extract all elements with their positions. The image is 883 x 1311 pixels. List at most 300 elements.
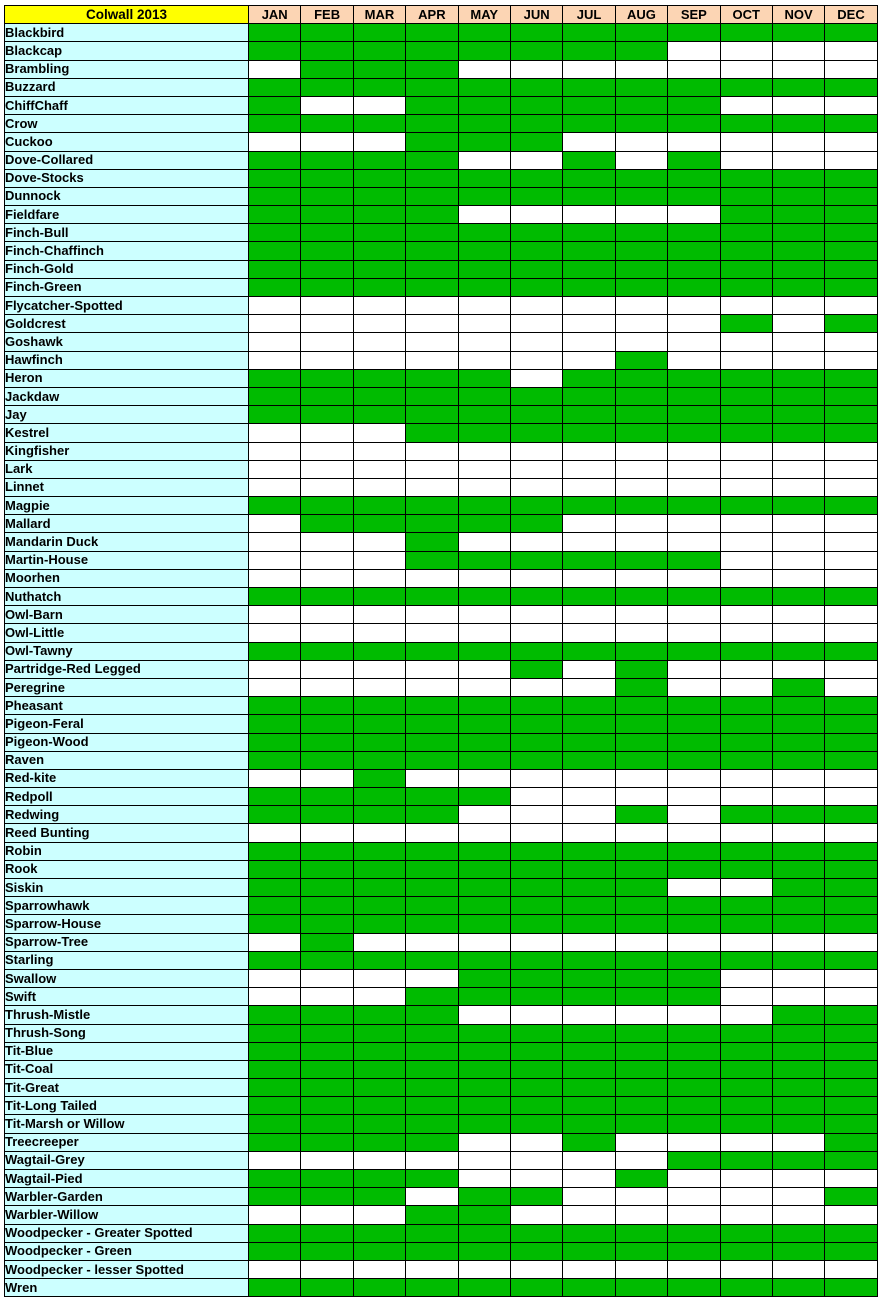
sighting-cell-seen (301, 369, 353, 387)
bird-name: Partridge-Red Legged (5, 660, 249, 678)
sighting-cell-empty (510, 315, 562, 333)
sighting-cell-seen (458, 515, 510, 533)
sighting-cell-seen (406, 751, 458, 769)
sighting-cell-seen (563, 897, 615, 915)
sighting-cell-seen (458, 187, 510, 205)
sighting-cell-seen (353, 169, 405, 187)
sighting-cell-empty (249, 606, 301, 624)
sighting-cell-seen (772, 678, 824, 696)
sighting-cell-seen (510, 879, 562, 897)
sighting-cell-seen (825, 1224, 877, 1242)
sighting-cell-seen (353, 860, 405, 878)
sighting-cell-empty (668, 879, 720, 897)
sighting-cell-seen (772, 169, 824, 187)
sighting-cell-empty (668, 606, 720, 624)
sighting-cell-seen (510, 1079, 562, 1097)
sighting-cell-empty (825, 42, 877, 60)
sighting-cell-empty (406, 333, 458, 351)
sighting-cell-seen (668, 260, 720, 278)
sighting-cell-seen (668, 860, 720, 878)
sighting-cell-empty (249, 551, 301, 569)
sighting-cell-seen (720, 387, 772, 405)
sighting-cell-seen (249, 697, 301, 715)
bird-name: Owl-Little (5, 624, 249, 642)
sighting-cell-seen (458, 897, 510, 915)
sighting-cell-seen (301, 915, 353, 933)
month-header-may: MAY (458, 6, 510, 24)
sighting-cell-seen (301, 842, 353, 860)
sighting-cell-seen (458, 42, 510, 60)
sighting-cell-seen (353, 733, 405, 751)
sighting-cell-empty (406, 1151, 458, 1169)
sighting-cell-empty (615, 442, 667, 460)
sighting-cell-seen (353, 588, 405, 606)
month-header-feb: FEB (301, 6, 353, 24)
sighting-cell-seen (353, 842, 405, 860)
sighting-cell-seen (772, 24, 824, 42)
sighting-cell-empty (406, 442, 458, 460)
sighting-cell-empty (301, 624, 353, 642)
bird-name: Warbler-Garden (5, 1188, 249, 1206)
sighting-cell-seen (249, 1279, 301, 1297)
sighting-cell-seen (825, 369, 877, 387)
sighting-cell-seen (825, 497, 877, 515)
sighting-cell-seen (510, 78, 562, 96)
bird-row (5, 478, 878, 496)
sighting-cell-empty (301, 460, 353, 478)
sighting-cell-seen (406, 642, 458, 660)
sighting-cell-seen (720, 1024, 772, 1042)
sighting-cell-empty (563, 606, 615, 624)
sighting-cell-seen (458, 1060, 510, 1078)
sighting-cell-seen (615, 969, 667, 987)
sighting-cell-seen (510, 115, 562, 133)
bird-rows (5, 24, 878, 1297)
sighting-cell-empty (353, 1206, 405, 1224)
sighting-cell-seen (668, 369, 720, 387)
sighting-cell-empty (563, 678, 615, 696)
sighting-cell-empty (825, 660, 877, 678)
sighting-cell-empty (615, 515, 667, 533)
sighting-cell-seen (615, 387, 667, 405)
sighting-cell-empty (563, 933, 615, 951)
sighting-cell-seen (249, 497, 301, 515)
sighting-cell-empty (668, 824, 720, 842)
sighting-cell-empty (249, 60, 301, 78)
sighting-cell-seen (353, 369, 405, 387)
sighting-cell-seen (458, 969, 510, 987)
sighting-cell-empty (720, 533, 772, 551)
sighting-cell-empty (406, 606, 458, 624)
bird-row (5, 1242, 878, 1260)
sighting-cell-seen (615, 242, 667, 260)
sighting-cell-seen (563, 497, 615, 515)
sighting-cell-empty (720, 569, 772, 587)
sighting-cell-empty (720, 460, 772, 478)
sighting-cell-seen (249, 1097, 301, 1115)
sighting-cell-seen (563, 387, 615, 405)
sighting-cell-empty (249, 478, 301, 496)
sighting-cell-empty (510, 1151, 562, 1169)
sighting-cell-seen (563, 715, 615, 733)
sighting-cell-empty (353, 660, 405, 678)
sighting-cell-seen (406, 551, 458, 569)
sighting-cell-empty (615, 788, 667, 806)
sighting-cell-empty (720, 1188, 772, 1206)
sighting-cell-seen (772, 242, 824, 260)
bird-row (5, 842, 878, 860)
sighting-cell-seen (301, 260, 353, 278)
sighting-cell-seen (825, 642, 877, 660)
sighting-cell-empty (772, 351, 824, 369)
sighting-cell-empty (825, 515, 877, 533)
sighting-cell-seen (406, 78, 458, 96)
bird-sightings-table (4, 5, 878, 1297)
sighting-cell-seen (563, 842, 615, 860)
sighting-cell-empty (249, 769, 301, 787)
sighting-cell-seen (249, 642, 301, 660)
bird-row (5, 133, 878, 151)
sighting-cell-seen (772, 951, 824, 969)
sighting-cell-empty (772, 478, 824, 496)
sighting-cell-empty (458, 606, 510, 624)
bird-row (5, 897, 878, 915)
sighting-cell-seen (615, 278, 667, 296)
sighting-cell-empty (720, 769, 772, 787)
sighting-cell-seen (772, 697, 824, 715)
sighting-cell-seen (301, 1133, 353, 1151)
sighting-cell-empty (720, 515, 772, 533)
sighting-cell-seen (458, 169, 510, 187)
bird-name: Mallard (5, 515, 249, 533)
sighting-cell-empty (510, 788, 562, 806)
sighting-cell-empty (406, 678, 458, 696)
sighting-cell-seen (615, 879, 667, 897)
sighting-cell-empty (720, 551, 772, 569)
bird-row (5, 24, 878, 42)
sighting-cell-empty (301, 1206, 353, 1224)
bird-row (5, 1260, 878, 1278)
sighting-cell-seen (720, 642, 772, 660)
sighting-cell-empty (458, 333, 510, 351)
sighting-cell-seen (563, 151, 615, 169)
sighting-cell-empty (825, 96, 877, 114)
bird-row (5, 315, 878, 333)
sighting-cell-seen (458, 788, 510, 806)
sighting-cell-seen (510, 969, 562, 987)
sighting-cell-seen (249, 879, 301, 897)
sighting-cell-seen (668, 951, 720, 969)
bird-row (5, 169, 878, 187)
sighting-cell-seen (353, 78, 405, 96)
sighting-cell-seen (615, 1242, 667, 1260)
sighting-cell-seen (249, 588, 301, 606)
sighting-cell-seen (353, 1024, 405, 1042)
bird-name: Tit-Long Tailed (5, 1097, 249, 1115)
bird-name: Swift (5, 988, 249, 1006)
bird-row (5, 1097, 878, 1115)
sighting-cell-empty (825, 1260, 877, 1278)
sighting-cell-empty (772, 933, 824, 951)
sighting-cell-seen (720, 169, 772, 187)
sighting-cell-seen (563, 78, 615, 96)
sighting-cell-empty (615, 1188, 667, 1206)
sighting-cell-seen (301, 733, 353, 751)
sighting-cell-seen (353, 769, 405, 787)
sighting-cell-seen (668, 187, 720, 205)
sighting-cell-empty (458, 460, 510, 478)
bird-name: Wagtail-Grey (5, 1151, 249, 1169)
sighting-cell-seen (510, 1024, 562, 1042)
bird-name: Mandarin Duck (5, 533, 249, 551)
bird-row (5, 642, 878, 660)
sighting-cell-empty (720, 442, 772, 460)
bird-row (5, 660, 878, 678)
bird-name: Warbler-Willow (5, 1206, 249, 1224)
sighting-cell-seen (720, 224, 772, 242)
sighting-cell-empty (406, 478, 458, 496)
sighting-cell-seen (249, 369, 301, 387)
bird-row (5, 60, 878, 78)
sighting-cell-seen (406, 260, 458, 278)
sighting-cell-empty (563, 351, 615, 369)
bird-row (5, 1224, 878, 1242)
sighting-cell-seen (772, 715, 824, 733)
sighting-cell-seen (458, 588, 510, 606)
sighting-cell-seen (772, 1224, 824, 1242)
sighting-cell-empty (668, 206, 720, 224)
bird-row (5, 1170, 878, 1188)
sighting-cell-empty (563, 806, 615, 824)
sighting-cell-empty (772, 551, 824, 569)
sighting-cell-seen (825, 1006, 877, 1024)
sighting-cell-seen (510, 751, 562, 769)
sighting-cell-seen (510, 42, 562, 60)
sighting-cell-seen (825, 406, 877, 424)
sighting-cell-seen (615, 806, 667, 824)
month-header-jul: JUL (563, 6, 615, 24)
sighting-cell-seen (772, 206, 824, 224)
sighting-cell-seen (563, 1079, 615, 1097)
sighting-cell-empty (615, 1006, 667, 1024)
sighting-cell-empty (720, 1170, 772, 1188)
sighting-cell-seen (249, 242, 301, 260)
sighting-cell-seen (563, 115, 615, 133)
sighting-cell-empty (510, 678, 562, 696)
sighting-cell-seen (668, 733, 720, 751)
sighting-cell-empty (720, 60, 772, 78)
sighting-cell-empty (249, 988, 301, 1006)
bird-row (5, 42, 878, 60)
sighting-cell-seen (458, 1224, 510, 1242)
sighting-cell-empty (825, 769, 877, 787)
sighting-cell-empty (563, 515, 615, 533)
sighting-cell-seen (406, 1206, 458, 1224)
sighting-cell-seen (510, 842, 562, 860)
sighting-cell-empty (668, 351, 720, 369)
bird-name: Tit-Coal (5, 1060, 249, 1078)
sighting-cell-seen (720, 588, 772, 606)
sighting-cell-seen (720, 406, 772, 424)
sighting-cell-seen (615, 1224, 667, 1242)
sighting-cell-empty (406, 624, 458, 642)
sighting-cell-empty (563, 460, 615, 478)
sighting-cell-seen (772, 1279, 824, 1297)
sighting-cell-seen (772, 1242, 824, 1260)
sighting-cell-empty (825, 606, 877, 624)
sighting-cell-seen (458, 1115, 510, 1133)
sighting-cell-empty (249, 351, 301, 369)
sighting-cell-seen (249, 1224, 301, 1242)
sighting-cell-seen (301, 860, 353, 878)
sighting-cell-seen (720, 842, 772, 860)
sighting-cell-empty (772, 606, 824, 624)
sighting-cell-seen (720, 497, 772, 515)
sighting-cell-seen (720, 1060, 772, 1078)
sighting-cell-seen (825, 1151, 877, 1169)
bird-name: Finch-Green (5, 278, 249, 296)
sighting-cell-seen (353, 1133, 405, 1151)
sighting-cell-seen (772, 879, 824, 897)
sighting-cell-seen (720, 187, 772, 205)
sighting-cell-seen (249, 406, 301, 424)
sighting-cell-empty (563, 824, 615, 842)
sighting-cell-seen (406, 1024, 458, 1042)
sighting-cell-seen (772, 115, 824, 133)
sighting-cell-seen (510, 133, 562, 151)
sighting-cell-empty (615, 1206, 667, 1224)
sighting-cell-seen (249, 751, 301, 769)
sighting-cell-empty (615, 315, 667, 333)
sighting-cell-empty (720, 1006, 772, 1024)
sighting-cell-seen (772, 497, 824, 515)
sighting-cell-seen (458, 1079, 510, 1097)
sighting-cell-seen (353, 1060, 405, 1078)
bird-name: Owl-Barn (5, 606, 249, 624)
sighting-cell-seen (353, 387, 405, 405)
sighting-cell-empty (720, 879, 772, 897)
sighting-cell-empty (615, 133, 667, 151)
sighting-cell-empty (720, 42, 772, 60)
sighting-cell-seen (249, 842, 301, 860)
sighting-cell-seen (458, 369, 510, 387)
sighting-cell-empty (720, 788, 772, 806)
sighting-cell-empty (825, 1170, 877, 1188)
sighting-cell-empty (249, 133, 301, 151)
sighting-cell-empty (772, 297, 824, 315)
bird-name: Siskin (5, 879, 249, 897)
month-header-oct: OCT (720, 6, 772, 24)
sighting-cell-seen (772, 387, 824, 405)
bird-name: Hawfinch (5, 351, 249, 369)
bird-name: Pheasant (5, 697, 249, 715)
sighting-cell-empty (772, 660, 824, 678)
sighting-cell-empty (825, 788, 877, 806)
sighting-cell-empty (563, 1151, 615, 1169)
sighting-cell-empty (510, 351, 562, 369)
bird-row (5, 224, 878, 242)
sighting-cell-empty (510, 769, 562, 787)
bird-name: Nuthatch (5, 588, 249, 606)
sighting-cell-seen (353, 1006, 405, 1024)
sighting-cell-seen (563, 588, 615, 606)
sighting-cell-seen (615, 224, 667, 242)
sighting-cell-empty (825, 478, 877, 496)
sighting-cell-seen (825, 278, 877, 296)
sighting-cell-seen (510, 1115, 562, 1133)
sighting-cell-seen (301, 1024, 353, 1042)
sighting-cell-seen (353, 951, 405, 969)
sighting-cell-empty (353, 533, 405, 551)
sighting-cell-seen (772, 806, 824, 824)
sighting-cell-seen (668, 915, 720, 933)
sighting-cell-seen (668, 1242, 720, 1260)
sighting-cell-empty (668, 442, 720, 460)
sighting-cell-empty (668, 42, 720, 60)
sighting-cell-seen (458, 1279, 510, 1297)
sighting-cell-seen (458, 260, 510, 278)
bird-name: Kestrel (5, 424, 249, 442)
sighting-cell-seen (353, 642, 405, 660)
bird-name: Woodpecker - Green (5, 1242, 249, 1260)
sighting-cell-empty (825, 60, 877, 78)
sighting-cell-empty (563, 1206, 615, 1224)
sighting-cell-empty (772, 824, 824, 842)
sighting-cell-seen (353, 206, 405, 224)
month-header-apr: APR (406, 6, 458, 24)
sighting-cell-seen (563, 1024, 615, 1042)
sighting-cell-empty (720, 1133, 772, 1151)
sighting-cell-empty (615, 606, 667, 624)
sighting-cell-empty (458, 1170, 510, 1188)
sighting-cell-empty (668, 806, 720, 824)
sighting-cell-empty (772, 1206, 824, 1224)
sighting-cell-seen (406, 533, 458, 551)
sighting-cell-seen (615, 24, 667, 42)
sighting-cell-empty (720, 606, 772, 624)
sighting-cell-seen (772, 642, 824, 660)
sighting-cell-seen (406, 278, 458, 296)
sighting-cell-empty (720, 624, 772, 642)
sighting-cell-seen (772, 369, 824, 387)
sighting-cell-empty (563, 624, 615, 642)
sighting-cell-seen (249, 897, 301, 915)
sighting-cell-seen (406, 588, 458, 606)
bird-row (5, 697, 878, 715)
sighting-cell-seen (353, 42, 405, 60)
sighting-cell-empty (720, 133, 772, 151)
sighting-cell-seen (563, 96, 615, 114)
sighting-cell-empty (563, 788, 615, 806)
sighting-cell-seen (825, 224, 877, 242)
sighting-cell-seen (458, 733, 510, 751)
sighting-cell-seen (720, 1097, 772, 1115)
sighting-cell-seen (510, 1188, 562, 1206)
sighting-cell-seen (249, 169, 301, 187)
bird-row (5, 1279, 878, 1297)
sighting-cell-seen (301, 1079, 353, 1097)
sighting-cell-empty (772, 1170, 824, 1188)
sighting-cell-seen (563, 879, 615, 897)
sighting-cell-seen (668, 588, 720, 606)
sighting-cell-empty (458, 660, 510, 678)
sighting-cell-seen (772, 860, 824, 878)
sighting-cell-empty (615, 824, 667, 842)
sighting-cell-empty (825, 533, 877, 551)
sighting-cell-seen (510, 551, 562, 569)
sighting-cell-empty (458, 678, 510, 696)
sighting-cell-empty (720, 1260, 772, 1278)
